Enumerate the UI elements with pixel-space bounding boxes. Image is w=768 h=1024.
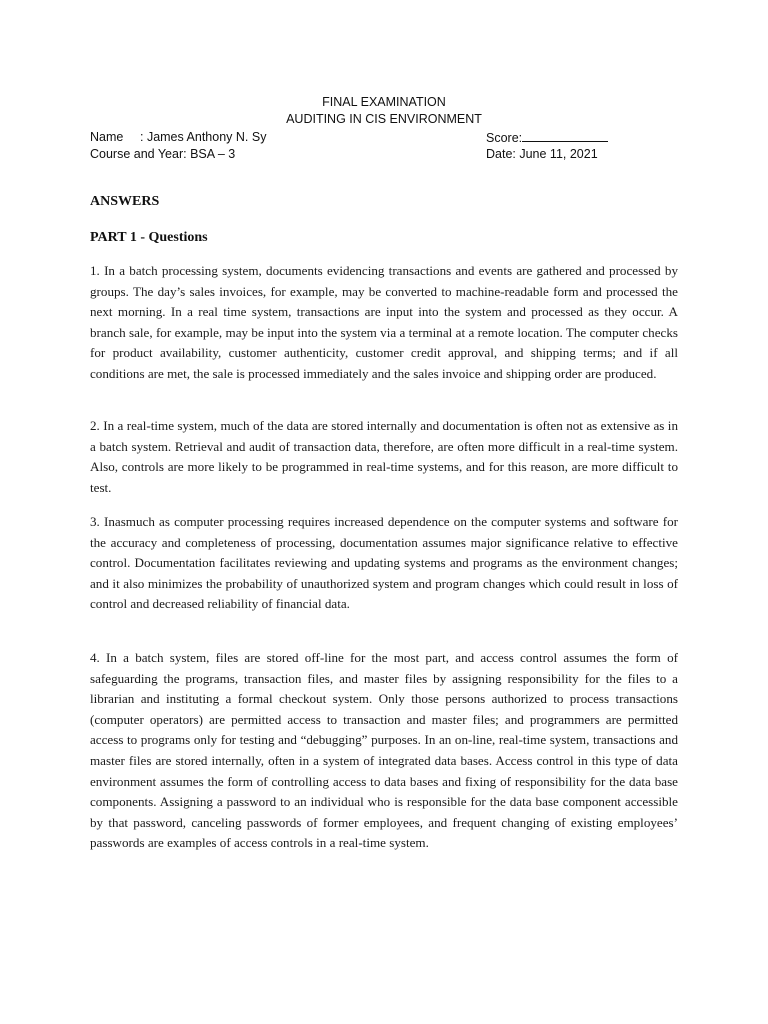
answer-paragraph-2: 2. In a real-time system, much of the data are stored internally and documentation is often not as extensive as in a batch system. Retrieval and audit of transaction data, therefore, are often more difficult in a real-time system. Also, controls are more likely to be programmed in real-time systems, and for this reason, are more difficult to test.: [90, 418, 678, 495]
answers-heading: ANSWERS: [90, 194, 160, 209]
name-value: : James Anthony N. Sy: [140, 130, 267, 144]
part-heading: PART 1 - Questions: [90, 230, 208, 245]
answer-paragraph-4: 4. In a batch system, files are stored off-line for the most part, and access control assumes the form of safeguarding the programs, transaction files, and master files by assigning responsibility for the files to a librarian and instituting a formal checkout system. Only those persons authorized to process transactions (computer operators) are permitted access to transaction and master files; and programmers are permitted access to programs only for testing and “debugging” purposes. In an on-line, real-time system, transactions and master files are stored internally, often in a system of integrated data bases. Access control in this type of data environment assumes the form of controlling access to data bases and fixing of responsibility for the data base components. Assigning a password to an individual who is responsible for the data base component accessible by that password, canceling passwords of former employees, and frequent changing of existing employees’ passwords are examples of access controls in a real-time system.: [90, 650, 678, 851]
course-year: Course and Year: BSA – 3: [90, 147, 236, 161]
score-blank-line: [522, 130, 608, 142]
score-row: [486, 130, 608, 145]
score-label: Score:: [486, 131, 523, 145]
exam-date: Date: June 11, 2021: [486, 147, 598, 161]
answer-paragraph-3: 3. Inasmuch as computer processing requires increased dependence on the computer systems and software for the accuracy and completeness of processing, documentation assumes major significance relative to effective control. Documentation facilitates reviewing and updating systems and programs as the environment changes; and it also minimizes the probability of unauthorized system and program changes which could result in loss of control and decreased reliability of financial data.: [90, 514, 678, 612]
name-row: [90, 130, 266, 144]
answer-paragraph-1: 1. In a batch processing system, documents evidencing transactions and events are gathered and processed by groups. The day’s sales invoices, for example, may be converted to machine-readable form and processed the next morning. In a real time system, transactions are input into the system and processed as they occur. A branch sale, for example, may be input into the system via a terminal at a remote location. The computer checks for product availability, customer authenticity, customer credit approval, and shipping terms; and if all conditions are met, the sale is processed immediately and the sales invoice and shipping order are produced.: [90, 263, 678, 381]
exam-title: FINAL EXAMINATION: [322, 95, 446, 109]
exam-subtitle: AUDITING IN CIS ENVIRONMENT: [286, 112, 482, 126]
name-label: Name: [90, 130, 124, 144]
